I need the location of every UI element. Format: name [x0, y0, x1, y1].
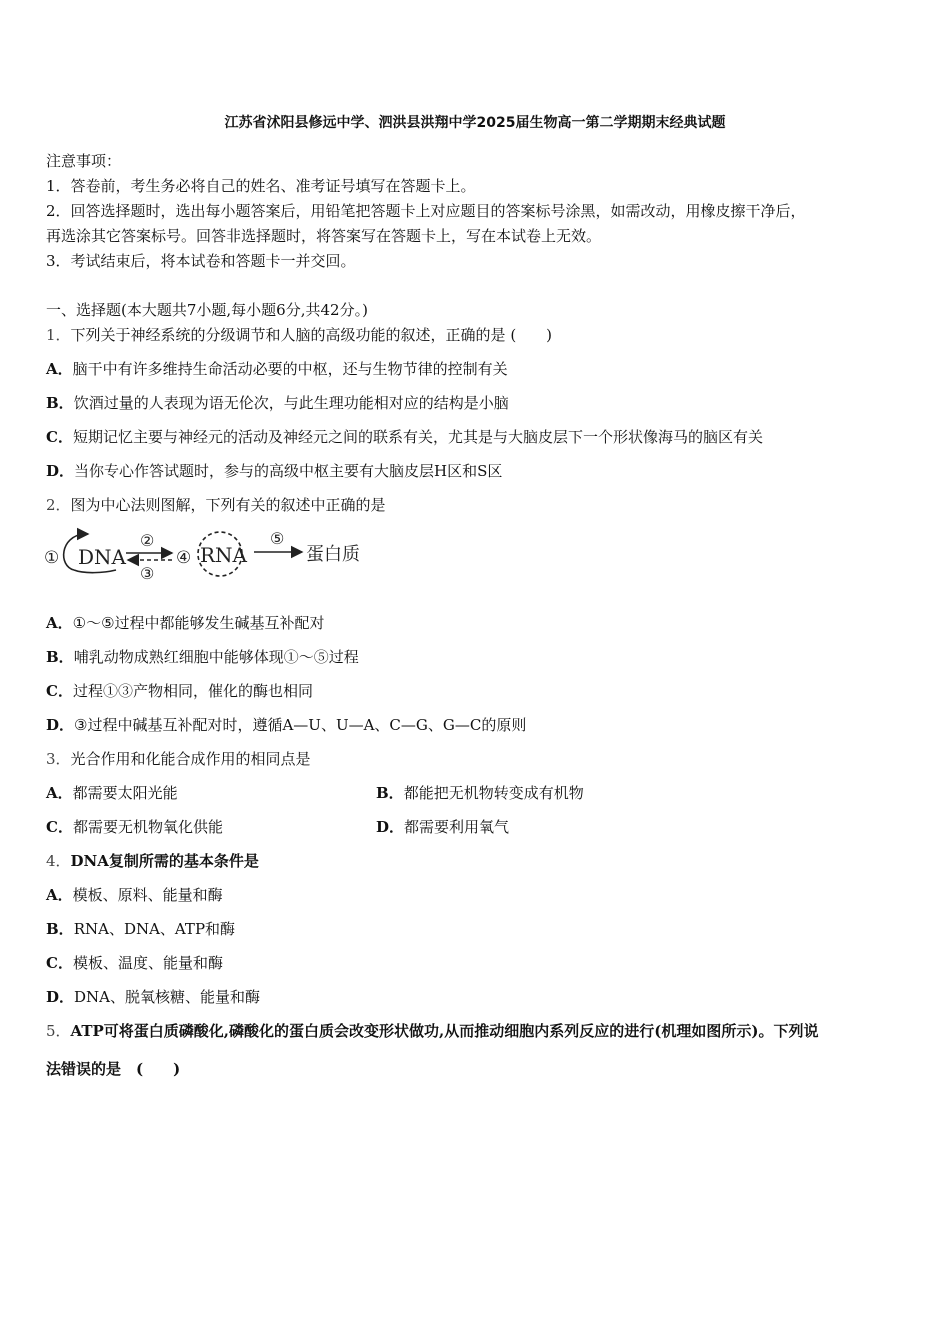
- process-3-label: ③: [140, 564, 155, 583]
- process-1-label: ①: [44, 548, 60, 568]
- option-label: D．: [46, 988, 75, 1006]
- option-label: A．: [46, 360, 73, 378]
- question-text: 光合作用和化能合成作用的相同点是: [70, 750, 311, 768]
- question-2-option-d: [46, 714, 906, 736]
- question-3-row-1: [46, 782, 906, 804]
- question-2-option-b: [46, 646, 906, 668]
- question-1-option-b: [46, 392, 906, 414]
- option-label: B．: [46, 394, 74, 412]
- question-4-option-a: [46, 884, 906, 906]
- option-label: C．: [46, 682, 73, 700]
- option-label: C．: [46, 428, 73, 446]
- option-label: A．: [46, 614, 73, 632]
- question-1-option-a: [46, 358, 906, 380]
- option-label: C．: [46, 954, 73, 972]
- option-label: B．: [376, 784, 404, 802]
- question-number: 3．: [46, 750, 71, 768]
- question-3-row-2: [46, 816, 906, 838]
- option-text: 哺乳动物成熟红细胞中能够体现①～⑤过程: [73, 648, 359, 666]
- question-2-option-a: [46, 612, 906, 634]
- page-title: 江苏省沭阳县修远中学、泗洪县洪翔中学2025届生物高一第二学期期末经典试题: [224, 115, 726, 131]
- rna-label: RNA: [200, 543, 248, 567]
- section-heading: 一、选择题(本大题共7小题,每小题6分,共42分。): [46, 301, 368, 319]
- option-label: D．: [46, 462, 75, 480]
- question-3-stem: [46, 748, 906, 770]
- option-text: 过程①③产物相同，催化的酶也相同: [72, 682, 313, 700]
- notice-item-2-cont: 再选涂其它答案标号。回答非选择题时，将答案写在答题卡上，写在本试卷上无效。: [46, 227, 602, 245]
- question-text: 图为中心法则图解，下列有关的叙述中正确的是: [70, 496, 386, 514]
- question-3-option-b: [376, 782, 584, 804]
- question-text-cont: 法错误的是 ( ): [46, 1060, 181, 1078]
- option-text: 模板、原料、能量和酶: [72, 886, 223, 904]
- question-4-option-d: [46, 986, 906, 1008]
- question-text: ATP可将蛋白质磷酸化,磷酸化的蛋白质会改变形状做功,从而推动细胞内系列反应的进行(机理如图所示)。下列说: [70, 1022, 819, 1040]
- question-number: 1．: [46, 326, 71, 344]
- question-text: DNA复制所需的基本条件是: [70, 852, 259, 870]
- option-text: ①～⑤过程中都能够发生碱基互补配对: [72, 614, 325, 632]
- question-4-option-b: [46, 918, 906, 940]
- question-2-option-c: [46, 680, 906, 702]
- option-text: ③过程中碱基互补配对时，遵循A—U、U—A、C—G、G—C的原则: [74, 716, 527, 734]
- option-text: 短期记忆主要与神经元的活动及神经元之间的联系有关，尤其是与大脑皮层下一个形状像海马的脑区有关: [72, 428, 763, 446]
- option-text: 模板、温度、能量和酶: [72, 954, 223, 972]
- central-dogma-diagram: [44, 526, 374, 584]
- notice-item-1: 1．答卷前，考生务必将自己的姓名、准考证号填写在答题卡上。: [46, 177, 476, 195]
- question-number: 4．: [46, 852, 71, 870]
- protein-label: 蛋白质: [306, 544, 360, 565]
- option-label: A．: [46, 886, 73, 904]
- option-label: B．: [46, 920, 74, 938]
- question-4-stem: [46, 850, 906, 872]
- option-text: 都需要太阳光能: [72, 784, 178, 802]
- option-text: 都需要利用氧气: [404, 818, 510, 836]
- replication-loop: [74, 570, 116, 573]
- option-label: B．: [46, 648, 74, 666]
- dna-label: DNA: [78, 545, 126, 569]
- notice-heading: 注意事项：: [46, 152, 122, 170]
- option-text: RNA、DNA、ATP和酶: [73, 920, 236, 938]
- question-text: 下列关于神经系统的分级调节和人脑的高级功能的叙述，正确的是 ( ): [70, 326, 553, 344]
- notice-item-2: 2．回答选择题时，选出每小题答案后，用铅笔把答题卡上对应题目的答案标号涂黑，如需改动，用橡皮擦干净后，: [46, 202, 806, 220]
- question-5-stem-cont: [46, 1058, 906, 1080]
- question-3-option-a: [46, 784, 178, 802]
- process-5-label: ⑤: [270, 529, 285, 548]
- process-2-label: ②: [140, 531, 155, 550]
- notice-item-3: 3．考试结束后，将本试卷和答题卡一并交回。: [46, 252, 356, 270]
- question-1-stem: [46, 324, 906, 346]
- option-text: 都需要无机物氧化供能: [72, 818, 223, 836]
- question-2-stem: [46, 494, 906, 516]
- central-dogma-svg: [44, 526, 374, 584]
- process-4-label: ④: [176, 548, 192, 568]
- option-label: D．: [376, 818, 405, 836]
- question-3-option-d: [376, 816, 509, 838]
- option-text: 当你专心作答试题时，参与的高级中枢主要有大脑皮层H区和S区: [74, 462, 503, 480]
- question-3-option-c: [46, 818, 223, 836]
- question-5-stem: [46, 1020, 906, 1042]
- question-number: 5．: [46, 1022, 71, 1040]
- question-number: 2．: [46, 496, 71, 514]
- option-text: 脑干中有许多维持生命活动必要的中枢，还与生物节律的控制有关: [72, 360, 508, 378]
- option-text: 饮酒过量的人表现为语无伦次，与此生理功能相对应的结构是小脑: [73, 394, 509, 412]
- question-1-option-d: [46, 460, 906, 482]
- option-text: DNA、脱氧核糖、能量和酶: [74, 988, 261, 1006]
- option-text: 都能把无机物转变成有机物: [403, 784, 584, 802]
- option-label: A．: [46, 784, 73, 802]
- option-label: C．: [46, 818, 73, 836]
- question-4-option-c: [46, 952, 906, 974]
- question-1-option-c: [46, 426, 906, 448]
- option-label: D．: [46, 716, 75, 734]
